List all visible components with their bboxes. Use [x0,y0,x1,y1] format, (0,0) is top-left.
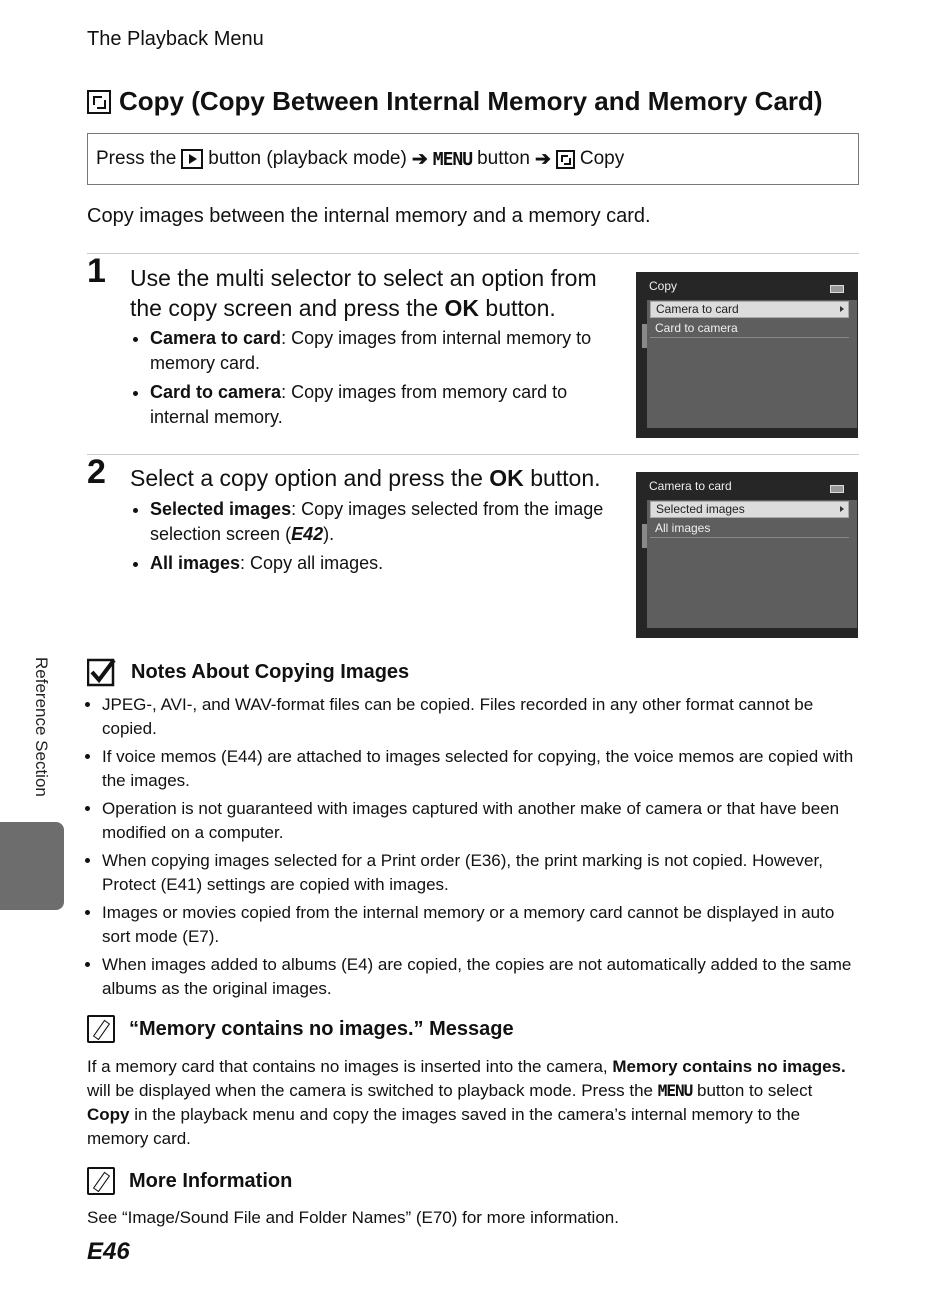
screen-title: Copy [649,279,678,293]
list-item: • Card to camera: Copy images from memory card to internal memory. [150,380,610,430]
scrollbar [642,524,647,548]
camera-screen [636,272,858,438]
list-item: • Camera to card: Copy images from internal memory to memory card. [150,326,610,376]
list-item: • Selected images: Copy images selected from the image selection screen (E42). [150,497,610,547]
screen-panel [647,300,857,428]
page-title-text: Copy (Copy Between Internal Memory and Memory Card) [119,86,823,116]
menu-path-copy: Copy [579,148,625,169]
screen-selected-item: Selected images [650,501,849,518]
step-number: 2 [87,453,106,491]
scrollbar [642,324,647,348]
step-bullets [130,326,610,434]
list-item: • Operation is not guaranteed with images captured with another make of camera or that have been modified on a computer. [102,797,857,845]
menu-path-button: button [477,148,530,169]
playback-button-icon [181,149,203,169]
more-info-text: See “Image/Sound File and Folder Names” (E70) for more information. [87,1208,619,1227]
screen-selected-item: Camera to card [650,301,849,318]
side-tab [0,822,64,910]
step-number: 1 [87,252,106,290]
arrow-icon: ➔ [411,148,428,170]
arrow-icon: ➔ [534,148,551,170]
list-item: • If voice memos (E44) are attached to images selected for copying, the voice memos are copied with the images. [102,745,857,793]
list-item: • Images or movies copied from the internal memory or a memory card cannot be displayed in auto sort mode (E7). [102,901,857,949]
section-header: The Playback Menu [87,28,264,50]
screen-panel [647,500,857,628]
memory-message-heading: “Memory contains no images.” Message [87,1015,514,1043]
battery-icon [830,285,844,293]
ok-button-icon: OK [444,295,480,321]
memory-message-text: If a memory card that contains no images is inserted into the camera, Memory contains no images. will be displayed when the camera is switched to playback mode. Press the MENU button to select Copy in the playback menu and copy the images saved in the camera’s internal memory to the memory card. [87,1057,846,1148]
right-arrow-icon [840,306,844,312]
step-heading: Use the multi selector to select an option from the copy screen and press the OK button. [130,265,597,321]
menu-button-label: MENU [432,148,473,170]
screen-menu-item: Card to camera [655,321,738,335]
list-item: • JPEG-, AVI-, and WAV-format files can be copied. Files recorded in any other format cannot be copied. [102,693,857,741]
copy-icon [87,90,111,114]
battery-icon [830,485,844,493]
menu-button-label: MENU [657,1081,693,1100]
pencil-icon [87,1015,115,1043]
intro-text: Copy images between the internal memory and a memory card. [87,205,651,227]
divider [650,337,849,338]
notes-heading: Notes About Copying Images [87,657,409,687]
menu-path-box [87,133,859,185]
menu-path-mode: button (playback mode) [208,148,407,169]
divider [87,253,859,254]
notes-list [87,693,857,1005]
page-title [87,86,823,117]
list-item: • All images: Copy all images. [150,551,610,576]
divider [87,454,859,455]
side-section-label: Reference Section [32,657,51,797]
divider [650,537,849,538]
more-info-heading: More Information [87,1167,292,1195]
list-item: • When copying images selected for a Print order (E36), the print marking is not copied. However, Protect (E41) settings are copied with images. [102,849,857,897]
screen-menu-item: All images [655,521,711,535]
menu-path-press: Press the [96,148,177,169]
camera-screen [636,472,858,638]
list-item: • When images added to albums (E4) are copied, the copies are not automatically added to the same albums as the original images. [102,953,857,1001]
screen-title: Camera to card [649,479,732,493]
copy-icon [556,150,575,169]
pencil-icon [87,1167,115,1195]
step-bullets [130,497,610,580]
step-heading: Select a copy option and press the OK button. [130,465,601,491]
page-number: E46 [87,1238,130,1265]
check-icon [87,657,117,687]
right-arrow-icon [840,506,844,512]
ok-button-icon: OK [489,465,524,491]
